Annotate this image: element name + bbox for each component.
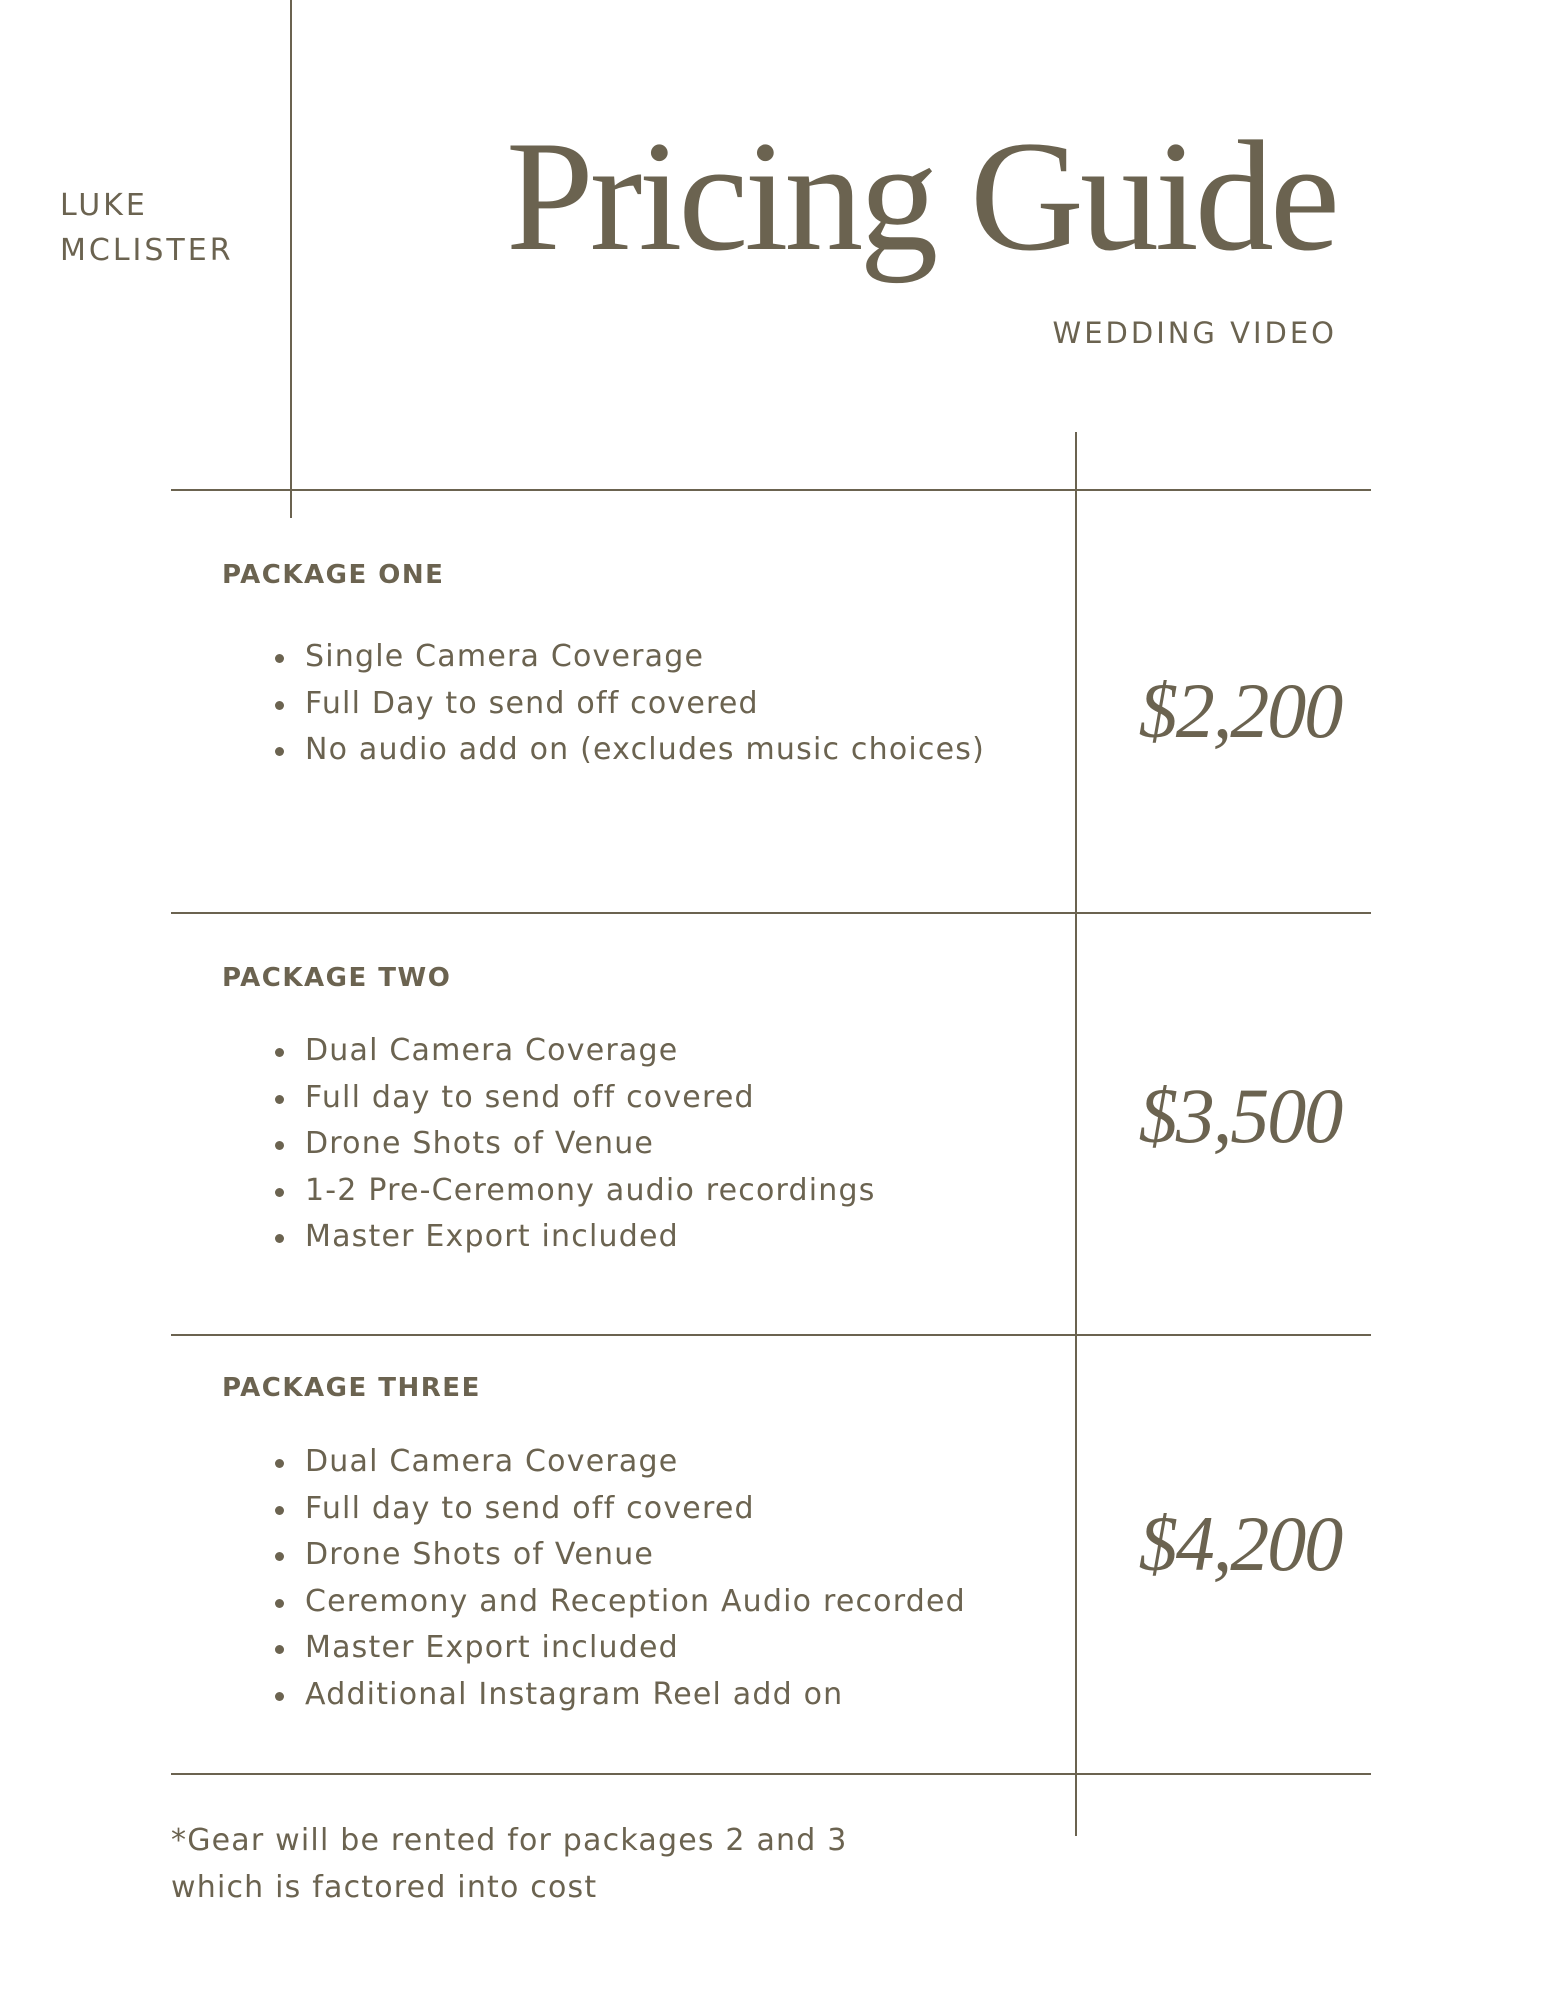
feature-item: Master Export included — [305, 1214, 876, 1261]
brand-first-name: LUKE — [60, 188, 148, 223]
feature-item: 1-2 Pre-Ceremony audio recordings — [305, 1168, 876, 1215]
footnote-line-2: which is factored into cost — [171, 1870, 598, 1905]
package-three-features — [305, 1439, 966, 1718]
footnote — [171, 1817, 848, 1911]
feature-item: Dual Camera Coverage — [305, 1439, 966, 1486]
row-divider-1 — [171, 912, 1371, 914]
feature-item: Drone Shots of Venue — [305, 1121, 876, 1168]
package-one-features — [305, 634, 985, 774]
feature-item: Full day to send off covered — [305, 1486, 966, 1533]
package-one-title: PACKAGE ONE — [222, 560, 445, 590]
package-two-price: $3,500 — [1138, 1072, 1342, 1159]
package-one-price: $2,200 — [1138, 667, 1342, 754]
row-divider-2 — [171, 1334, 1371, 1336]
footnote-line-1: *Gear will be rented for packages 2 and 3 — [171, 1823, 848, 1858]
table-top-rule — [171, 489, 1371, 491]
feature-item: Single Camera Coverage — [305, 634, 985, 681]
package-three-title: PACKAGE THREE — [222, 1373, 481, 1403]
feature-item: Drone Shots of Venue — [305, 1532, 966, 1579]
price-column-divider — [1075, 432, 1077, 1836]
table-bottom-rule — [171, 1773, 1371, 1775]
feature-item: Additional Instagram Reel add on — [305, 1672, 966, 1719]
page-title: Pricing Guide — [505, 109, 1336, 284]
brand-name — [60, 183, 234, 273]
brand-last-name: MCLISTER — [60, 233, 234, 268]
package-two-title: PACKAGE TWO — [222, 963, 452, 993]
feature-item: Full Day to send off covered — [305, 681, 985, 728]
page-subtitle: WEDDING VIDEO — [1052, 316, 1337, 350]
feature-item: Master Export included — [305, 1625, 966, 1672]
feature-item: Full day to send off covered — [305, 1075, 876, 1122]
feature-item: Dual Camera Coverage — [305, 1028, 876, 1075]
brand-divider-vertical — [290, 0, 292, 518]
package-two-features — [305, 1028, 876, 1261]
feature-item: Ceremony and Reception Audio recorded — [305, 1579, 966, 1626]
feature-item: No audio add on (excludes music choices) — [305, 727, 985, 774]
package-three-price: $4,200 — [1138, 1500, 1342, 1587]
